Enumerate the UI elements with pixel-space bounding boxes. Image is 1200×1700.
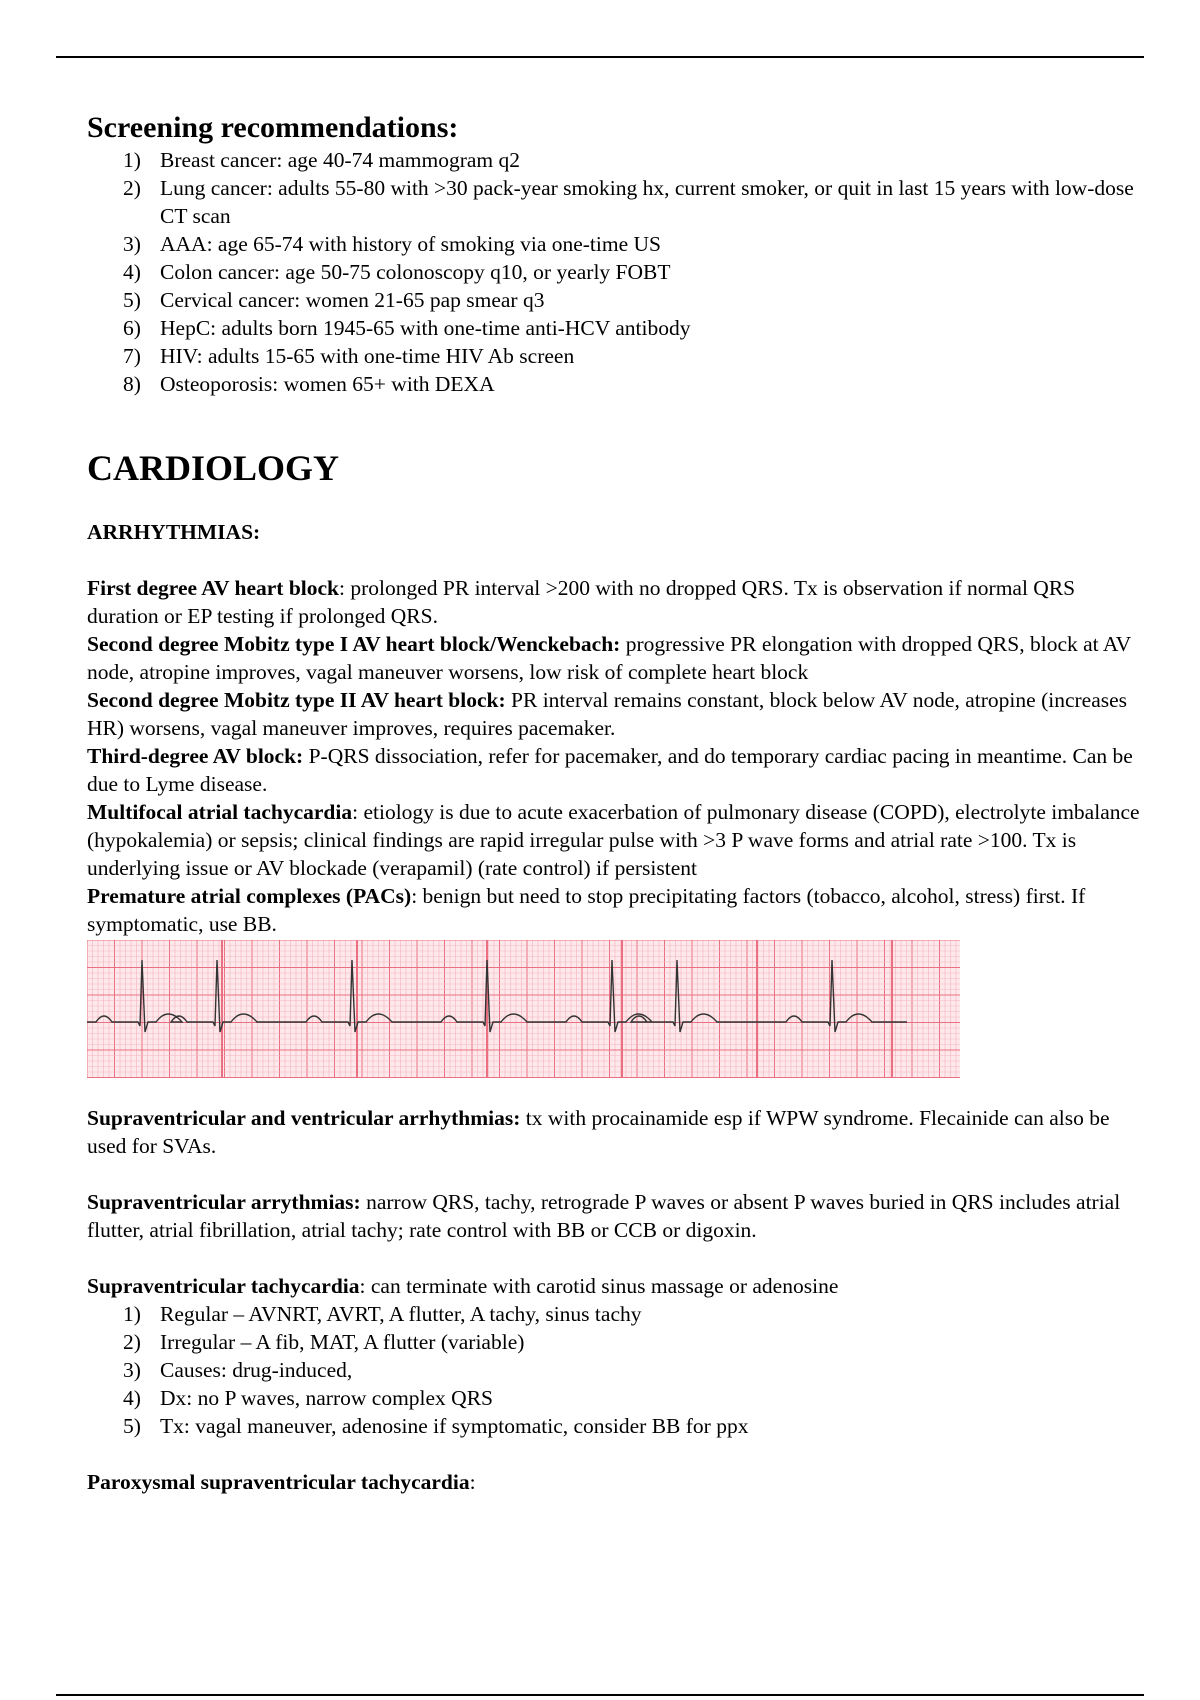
list-item: 7) HIV: adults 15-65 with one-time HIV Ab screen bbox=[123, 344, 575, 368]
arrhythmia-definitions bbox=[87, 574, 1147, 938]
paragraph-svt: Supraventricular tachycardia: can terminate with carotid sinus massage or adenosine bbox=[87, 1274, 839, 1298]
screening-heading: Screening recommendations: bbox=[87, 111, 459, 144]
paragraph-mobitz-2: Second degree Mobitz type II AV heart block: PR interval remains constant, block below AV node, atropine (increases HR) worsens, vagal maneuver improves, requires pacemaker. bbox=[87, 688, 1128, 740]
list-item: 3) Causes: drug-induced, bbox=[123, 1358, 353, 1382]
paragraph-supraventricular-arrythmias: Supraventricular arrythmias: narrow QRS, tachy, retrograde P waves or absent P waves buried in QRS includes atrial flutter, atrial fibrillation, atrial tachy; rate control with BB or CCB or digoxin. bbox=[87, 1190, 1121, 1242]
paragraph-third-degree: Third-degree AV block: P-QRS dissociation, refer for pacemaker, and do temporary cardiac pacing in meantime. Can be due to Lyme disease. bbox=[87, 744, 1133, 796]
paragraph-supraventricular-ventricular: Supraventricular and ventricular arrhythmias: tx with procainamide esp if WPW syndrome. Flecainide can also be used for SVAs. bbox=[87, 1106, 1110, 1158]
page-content bbox=[87, 110, 1147, 1496]
list-item: 8) Osteoporosis: women 65+ with DEXA bbox=[123, 372, 495, 396]
list-item: 1) Regular – AVNRT, AVRT, A flutter, A tachy, sinus tachy bbox=[123, 1302, 642, 1326]
list-item: 1) Breast cancer: age 40-74 mammogram q2 bbox=[123, 148, 520, 172]
list-item: 5) Cervical cancer: women 21-65 pap smear q3 bbox=[123, 288, 545, 312]
paragraph-first-degree: First degree AV heart block: prolonged PR interval >200 with no dropped QRS. Tx is observation if normal QRS duration or EP testing if prolonged QRS. bbox=[87, 576, 1076, 628]
svt-list bbox=[87, 1300, 1147, 1440]
paragraph-mat: Multifocal atrial tachycardia: etiology is due to acute exacerbation of pulmonary disease (COPD), electrolyte imbalance (hypokalemia) or sepsis; clinical findings are rapid irregular pulse with >3 P wave forms and atrial rate >100. Tx is underlying issue or AV blockade (verapamil) (rate control) if persistent bbox=[87, 800, 1140, 880]
header-rule bbox=[56, 56, 1144, 58]
paragraph-pac: Premature atrial complexes (PACs): benign but need to stop precipitating factors (tobacco, alcohol, stress) first. If symptomatic, use BB. bbox=[87, 884, 1086, 936]
paragraph-mobitz-1: Second degree Mobitz type I AV heart block/Wenckebach: progressive PR elongation with dropped QRS, block at AV node, atropine improves, vagal maneuver worsens, low risk of complete heart block bbox=[87, 632, 1131, 684]
list-item: 6) HepC: adults born 1945-65 with one-time anti-HCV antibody bbox=[123, 316, 691, 340]
ecg-strip-image bbox=[87, 940, 960, 1078]
list-item: 3) AAA: age 65-74 with history of smoking via one-time US bbox=[123, 232, 662, 256]
footer-rule bbox=[56, 1694, 1144, 1696]
list-item: 5) Tx: vagal maneuver, adenosine if symptomatic, consider BB for ppx bbox=[123, 1414, 749, 1438]
chapter-title: CARDIOLOGY bbox=[87, 448, 340, 488]
list-item: 2) Lung cancer: adults 55-80 with >30 pack-year smoking hx, current smoker, or quit in last 15 years with low-dose CT scan bbox=[123, 176, 1134, 228]
list-item: 4) Colon cancer: age 50-75 colonoscopy q10, or yearly FOBT bbox=[123, 260, 671, 284]
screening-list bbox=[87, 146, 1147, 398]
list-item: 2) Irregular – A fib, MAT, A flutter (variable) bbox=[123, 1330, 525, 1354]
list-item: 4) Dx: no P waves, narrow complex QRS bbox=[123, 1386, 494, 1410]
paragraph-psvt: Paroxysmal supraventricular tachycardia: bbox=[87, 1470, 476, 1494]
arrhythmias-heading: ARRHYTHMIAS: bbox=[87, 520, 261, 544]
